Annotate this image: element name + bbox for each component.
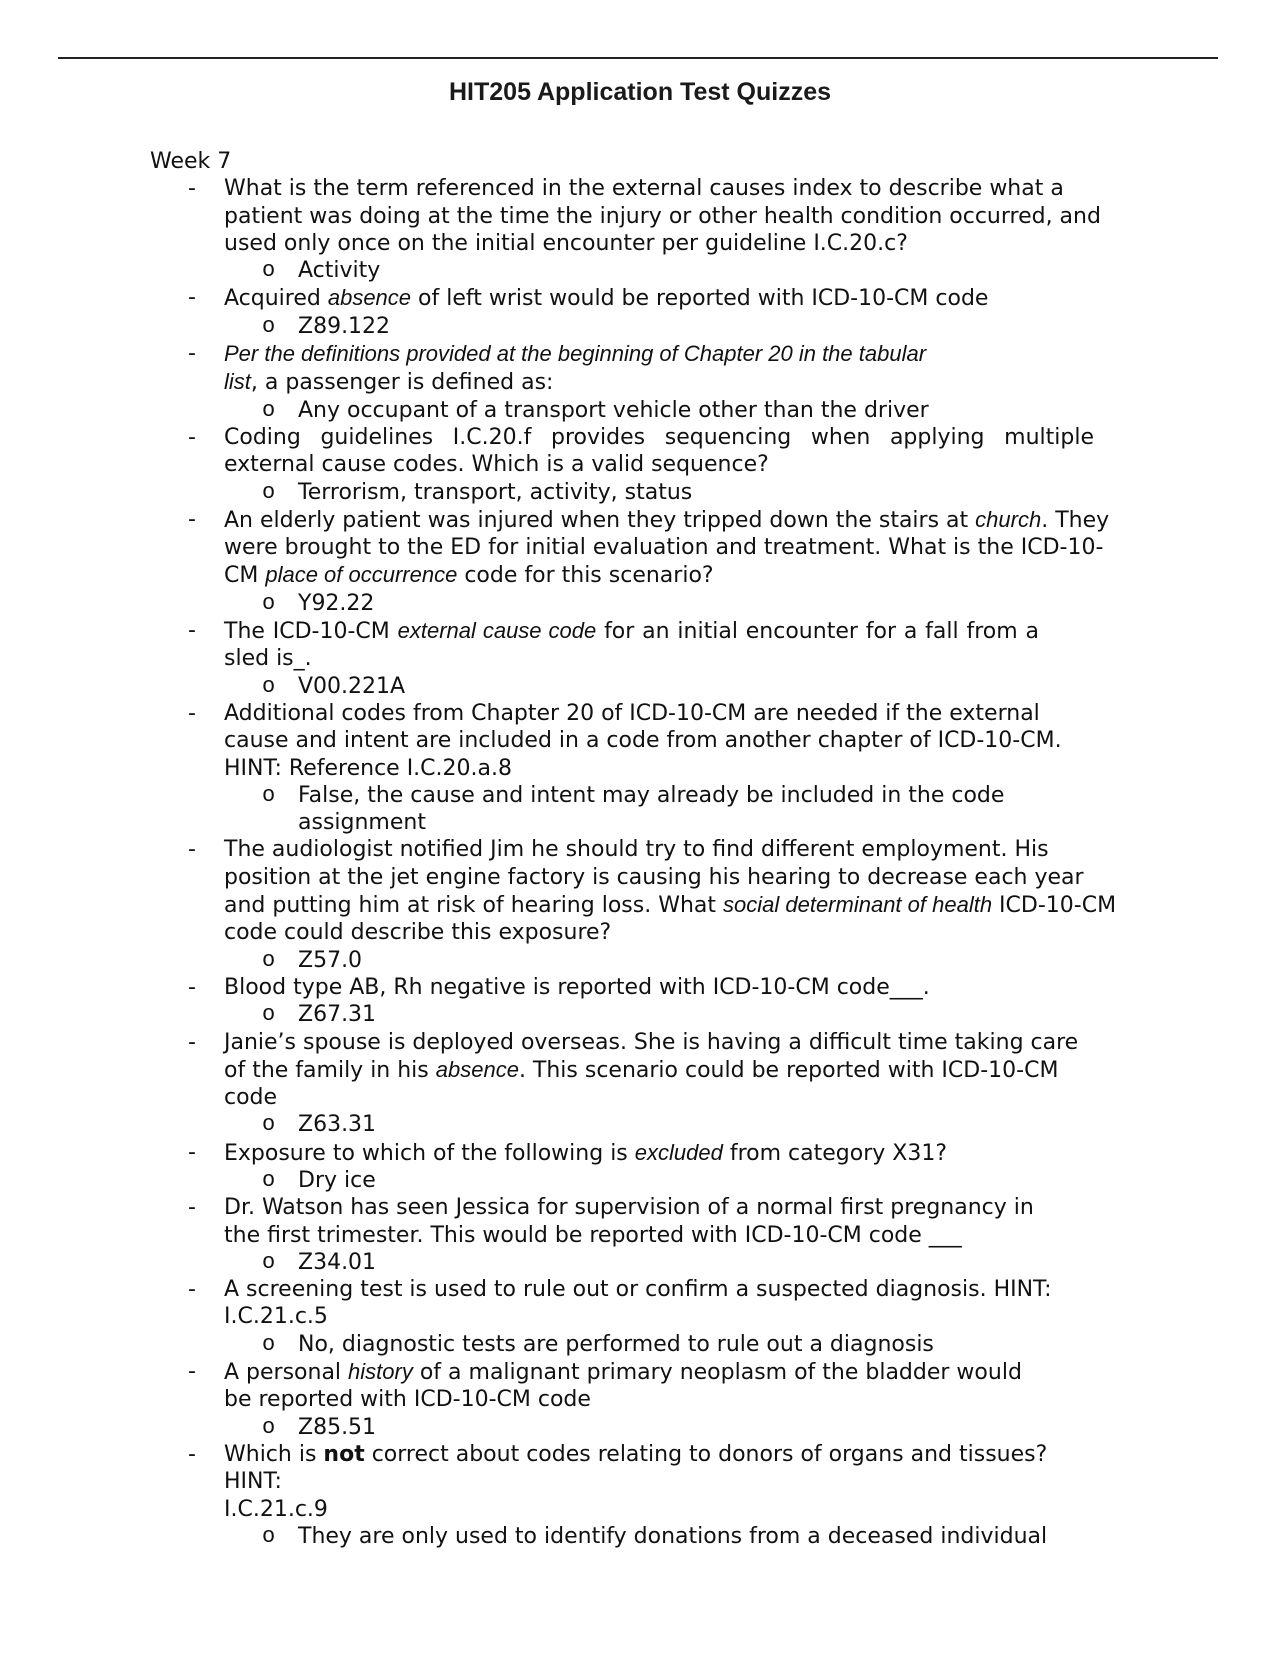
- answer-item: [224, 782, 1058, 837]
- answer-list: [224, 1414, 1130, 1441]
- question-item: [150, 1029, 1130, 1139]
- answer-list: [224, 479, 1130, 506]
- question-item: [150, 1139, 1130, 1195]
- dash-bullet: -: [188, 1195, 196, 1221]
- dash-bullet: -: [188, 1029, 196, 1055]
- dash-bullet: -: [188, 506, 196, 532]
- answer-item: [224, 479, 1130, 506]
- question-text: Per the definitions provided at the beginning of Chapter 20 in the tabular list, a passenger is defined as:: [224, 341, 927, 396]
- question-item: [150, 175, 1130, 284]
- dash-bullet: -: [188, 285, 196, 311]
- question-item: [150, 1194, 1130, 1276]
- answer-item: [224, 1523, 1130, 1550]
- circle-bullet: o: [262, 947, 276, 973]
- dash-bullet: -: [188, 424, 196, 450]
- answer-text: Any occupant of a transport vehicle other than the driver: [298, 397, 929, 423]
- question-item: [150, 424, 1130, 506]
- document-title: HIT205 Application Test Quizzes: [448, 78, 832, 106]
- answer-item: [224, 1167, 1130, 1194]
- answer-item: [224, 1001, 1130, 1028]
- question-text: An elderly patient was injured when they tripped down the stairs at church. They were brought to the ED for initial evaluation and treatment. What is the ICD-10-CM place of occurrence code for this scenario?: [224, 506, 1110, 589]
- answer-item: [224, 590, 1130, 617]
- answer-text: Z57.0: [298, 947, 363, 973]
- dash-bullet: -: [188, 176, 196, 202]
- question-text: A personal history of a malignant primary neoplasm of the bladder would be reported with ICD-10-CM code: [224, 1359, 1022, 1413]
- answer-list: [224, 1331, 1130, 1358]
- question-text: What is the term referenced in the external causes index to describe what a patient was doing at the time the injury or other health condition occurred, and used only once on the initial encounter per guideline I.C.20.c?: [224, 176, 1101, 256]
- dash-bullet: -: [188, 837, 196, 863]
- question-text: Additional codes from Chapter 20 of ICD-10-CM are needed if the external cause and intent are included in a code from another chapter of ICD-10-CM. HINT: Reference I.C.20.a.8: [224, 700, 1062, 781]
- answer-list: [224, 673, 1130, 700]
- dash-bullet: -: [188, 1277, 196, 1303]
- circle-bullet: o: [262, 1249, 276, 1275]
- question-text: Acquired absence of left wrist would be reported with ICD-10-CM code: [224, 285, 989, 312]
- answer-item: [224, 1249, 1130, 1276]
- circle-bullet: o: [262, 1414, 276, 1440]
- dash-bullet: -: [188, 1359, 196, 1385]
- answer-list: [224, 590, 1130, 617]
- answer-text: Z89.122: [298, 313, 391, 339]
- circle-bullet: o: [262, 1167, 276, 1193]
- answer-text: Dry ice: [298, 1167, 376, 1193]
- question-item: [150, 284, 1130, 340]
- answer-list: [224, 782, 1130, 837]
- question-text: Blood type AB, Rh negative is reported with ICD-10-CM code___.: [224, 974, 930, 1000]
- dash-bullet: -: [188, 700, 196, 726]
- question-item: [150, 836, 1130, 973]
- answer-text: Z63.31: [298, 1112, 377, 1138]
- answer-text: Z85.51: [298, 1414, 377, 1440]
- answer-text: They are only used to identify donations from a deceased individual: [298, 1523, 1048, 1549]
- question-item: [150, 340, 1130, 424]
- week-heading: Week 7: [150, 149, 232, 174]
- question-item: [150, 700, 1130, 836]
- dash-bullet: -: [188, 1139, 196, 1165]
- question-item: [150, 1276, 1130, 1358]
- dash-bullet: -: [188, 618, 196, 644]
- circle-bullet: o: [262, 258, 276, 284]
- answer-text: Activity: [298, 258, 381, 284]
- question-text: Coding guidelines I.C.20.f provides sequencing when applying multiple external cause codes. Which is a valid sequence?: [224, 424, 1094, 478]
- circle-bullet: o: [262, 1523, 276, 1549]
- question-text: Which is not correct about codes relating to donors of organs and tissues? HINT: I.C.21.c.9: [224, 1441, 1048, 1522]
- answer-text: No, diagnostic tests are performed to rule out a diagnosis: [298, 1331, 934, 1357]
- circle-bullet: o: [262, 590, 276, 616]
- document-body: [150, 148, 1130, 1550]
- question-text: The audiologist notified Jim he should try to find different employment. His position at the jet engine factory is causing his hearing to decrease each year and putting him at risk of hearing loss. What social determinant of health ICD-10-CM code could describe this exposure?: [224, 837, 1117, 946]
- answer-list: [224, 313, 1130, 340]
- answer-text: Terrorism, transport, activity, status: [298, 479, 693, 505]
- question-text: Exposure to which of the following is excluded from category X31?: [224, 1139, 947, 1166]
- question-text: A screening test is used to rule out or confirm a suspected diagnosis. HINT: I.C.21.c.5: [224, 1277, 1052, 1330]
- circle-bullet: o: [262, 397, 276, 423]
- answer-list: [224, 1523, 1130, 1550]
- answer-item: [224, 313, 1130, 340]
- circle-bullet: o: [262, 673, 276, 699]
- answer-text: Y92.22: [298, 590, 375, 616]
- answer-item: [224, 1111, 1130, 1138]
- header-rule: [58, 57, 1218, 59]
- circle-bullet: o: [262, 313, 276, 339]
- answer-item: [224, 673, 1130, 700]
- answer-item: [224, 1414, 1130, 1441]
- question-item: [150, 974, 1130, 1029]
- circle-bullet: o: [262, 1331, 276, 1357]
- question-text: Dr. Watson has seen Jessica for supervision of a normal first pregnancy in the first trimester. This would be reported with ICD-10-CM code ___: [224, 1195, 1034, 1248]
- answer-item: [224, 947, 1130, 974]
- answer-list: [224, 257, 1130, 284]
- answer-list: [224, 1111, 1130, 1138]
- answer-item: [224, 257, 1130, 284]
- dash-bullet: -: [188, 974, 196, 1000]
- question-list: [150, 175, 1130, 1550]
- answer-list: [224, 1249, 1130, 1276]
- question-text: Janie’s spouse is deployed overseas. She is having a difficult time taking care of the family in his absence. This scenario could be reported with ICD-10-CM code: [224, 1029, 1079, 1111]
- answer-text: Z34.01: [298, 1249, 377, 1275]
- question-text: The ICD-10-CM external cause code for an initial encounter for a fall from a sled is_.: [224, 618, 1039, 672]
- circle-bullet: o: [262, 782, 276, 808]
- answer-text: V00.221A: [298, 673, 406, 699]
- question-item: [150, 506, 1130, 617]
- circle-bullet: o: [262, 1112, 276, 1138]
- question-item: [150, 1358, 1130, 1441]
- answer-list: [224, 1167, 1130, 1194]
- answer-list: [224, 397, 1130, 424]
- answer-text: False, the cause and intent may already be included in the code assignment: [298, 782, 1005, 836]
- dash-bullet: -: [188, 1441, 196, 1467]
- answer-item: [224, 1331, 1130, 1358]
- dash-bullet: -: [188, 341, 196, 367]
- question-item: [150, 617, 1130, 700]
- question-item: [150, 1441, 1130, 1550]
- answer-list: [224, 947, 1130, 974]
- answer-item: [224, 397, 1130, 424]
- circle-bullet: o: [262, 1002, 276, 1028]
- answer-list: [224, 1001, 1130, 1028]
- circle-bullet: o: [262, 479, 276, 505]
- answer-text: Z67.31: [298, 1002, 377, 1028]
